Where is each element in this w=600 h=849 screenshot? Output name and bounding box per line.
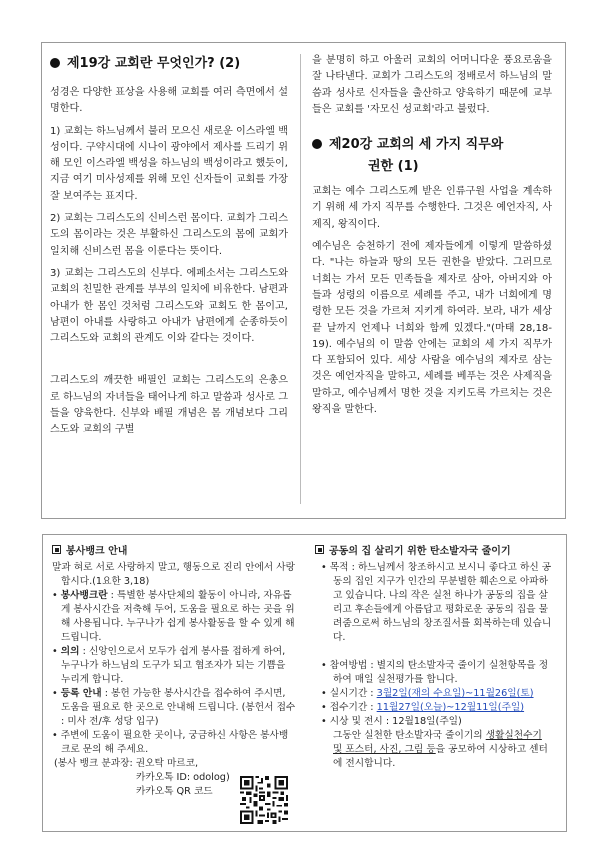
lesson19-heading: 제19강 교회란 무엇인가? (2): [50, 53, 288, 75]
lesson19-conclusion: 그리스도의 깨끗한 배필인 교회는 그리스도의 은총으로 하느님의 자녀들을 태어나게 하고 말씀과 성사로 그들을 양육한다. 신부와 배필 개념은 몸 개념보다 그리스도와 교회의 구별: [50, 375, 288, 436]
lesson19-intro: 성경은 다양한 표상을 사용해 교회를 여러 측면에서 설명한다.: [50, 87, 288, 115]
lesson19-point1: 1) 교회는 하느님께서 불러 모으신 새로운 이스라엘 백성이다. 구약시대에 시나이 광야에서 제사를 드리기 위해 모인 이스라엘 백성을 하느님의 백성이라고 했듯이, 지금 여기 미사성제를 위해 모인 신자들이 교회를 가장 잘 보여주는 표지다.: [50, 125, 288, 202]
carbon-submission: • 접수기간 : 11월27일(오늘)~12월11일(주일): [321, 702, 525, 713]
square-bullet-icon: [315, 545, 324, 554]
square-bullet-icon: [52, 545, 61, 554]
right-column: [312, 53, 552, 424]
lesson20-body: 예수님은 승천하기 전에 제자들에게 이렇게 말씀하셨다. "나는 하늘과 땅의 모든 권한을 받았다. 그러므로 너희는 가서 모든 민족들을 제자로 삼아, 아버지와 아들과 성령의 이름으로 세례를 주고, 내가 너희에게 명령한 모든 것을 가르쳐 지키게 하여라. 보라, 내가 세상 끝 날까지 언제나 너희와 함께 있겠다."(마태 28,18-19). 예수님의 이 말씀 안에는 교회의 세 가지 직무가 다 포함되어 있다. 세상 사람을 예수님의 제자로 삼는 것은 예언자직을 말하고, 세례를 베푸는 것은 사제직을 말하고, 예수님께서 명한 것을 지키도록 가르치는 것은 왕직을 말한다.: [312, 241, 552, 416]
carbon-period: • 실시기간 : 3월2일(재의 수요일)~11월26일(토): [321, 688, 534, 699]
bullet-icon: [312, 139, 322, 149]
volunteer-bank-title: 봉사뱅크 안내: [52, 545, 297, 559]
volunteer-contact-line1: (봉사 뱅크 분과장: 권오탁 마르코,: [54, 758, 199, 769]
bullet-icon: [50, 58, 60, 68]
lesson19-point2: 2) 교회는 그리스도의 신비스런 몸이다. 교회가 그리스도의 몸이라는 것은 부활하신 그리스도의 몸에 교회가 일치해 신비스런 몸을 이룬다는 뜻이다.: [50, 213, 288, 257]
volunteer-quote: 말과 혀로 서로 사랑하지 말고, 행동으로 진리 안에서 사랑합시다.(1요한 3,18): [52, 562, 295, 587]
volunteer-item-inquiry: • 주변에 도움이 필요한 곳이나, 궁금하신 사항은 봉사뱅크로 문의 해 주세요.: [52, 730, 289, 755]
column-divider: [300, 54, 301, 504]
left-column: [50, 53, 288, 445]
carbon-method: • 참여방법 : 별지의 탄소발자국 줄이기 실천항목을 정하여 매일 실천평가를 합니다.: [321, 660, 549, 685]
lesson19-point3: 3) 교회는 그리스도의 신부다. 에페소서는 그리스도와 교회의 친밀한 관계를 부부의 일치에 비유한다. 남편과 아내가 한 몸인 것처럼 그리스도와 교회도 한 몸이고, 남편이 아내를 사랑하고 아내가 남편에게 순종하듯이 그리스도와 교회의 관계도 이와 같다는 것이다.: [50, 267, 288, 345]
volunteer-contact-line2: 카카오톡 ID: odolog): [136, 772, 230, 783]
carbon-footprint-section: [315, 545, 553, 771]
volunteer-item-registration: • 등록 안내 : 봉헌 가능한 봉사시간을 접수하여 주시면, 도움을 필요로 한 곳으로 안내해 드립니다. (봉헌서 접수 : 미사 전/후 성당 입구): [52, 688, 296, 727]
lesson19-continuation: 을 분명히 하고 아울러 교회의 어머니다운 풍요로움을 잘 나타낸다. 교회가 그리스도의 정배로서 하느님의 말씀과 성사로 신자들을 출산하고 양육하기 때문에 교부들은 교회를 '자모신 성교회'라고 불렀다.: [312, 55, 552, 115]
lesson20-heading: 제20강 교회의 세 가지 직무와: [312, 134, 552, 156]
carbon-award-note: 그동안 실천한 탄소발자국 줄이기의 생활실천수기 및 포스터, 사진, 그림 등을 공모하여 시상하고 센터에 전시합니다.: [333, 730, 548, 769]
volunteer-bank-section: [52, 545, 297, 799]
kakaotalk-qr-code[interactable]: [240, 776, 288, 824]
volunteer-item-meaning: • 의의 : 신앙인으로서 모두가 쉽게 봉사를 접하게 하여, 누구나가 하느님의 도구가 되고 협조자가 되는 기쁨을 누리게 합니다.: [52, 646, 286, 685]
carbon-award: • 시상 및 전시 : 12월18일(주일): [321, 716, 462, 727]
carbon-purpose: • 목적 : 하느님께서 창조하시고 보시니 좋다고 하신 공동의 집인 지구가 인간의 무분별한 훼손으로 아파하고 있습니다. 나의 작은 실천 하나가 공동의 집을 살리고 후손들에게 아름답고 평화로운 공동의 집을 물려줌으로써 하느님의 창조질서를 회복하는데 있습니다.: [321, 562, 552, 643]
carbon-title: 공동의 집 살리기 위한 탄소발자국 줄이기: [315, 545, 553, 559]
lesson20-heading-line2: 권한 (1): [368, 159, 419, 175]
lesson20-intro: 교회는 예수 그리스도께 받은 인류구원 사업을 계속하기 위해 세 가지 직무를 수행한다. 그것은 예언자직, 사제직, 왕직이다.: [312, 186, 552, 230]
volunteer-contact-line3: 카카오톡 QR 코드: [136, 786, 213, 797]
volunteer-item-definition: • 봉사뱅크란 : 특별한 봉사단체의 활동이 아니라, 자유롭게 봉사시간을 저축해 두어, 도움을 필요로 하는 곳을 위해 사용됩니다. 누구나가 쉽게 봉사활동을 할 수 있게 해 드립니다.: [52, 590, 295, 643]
